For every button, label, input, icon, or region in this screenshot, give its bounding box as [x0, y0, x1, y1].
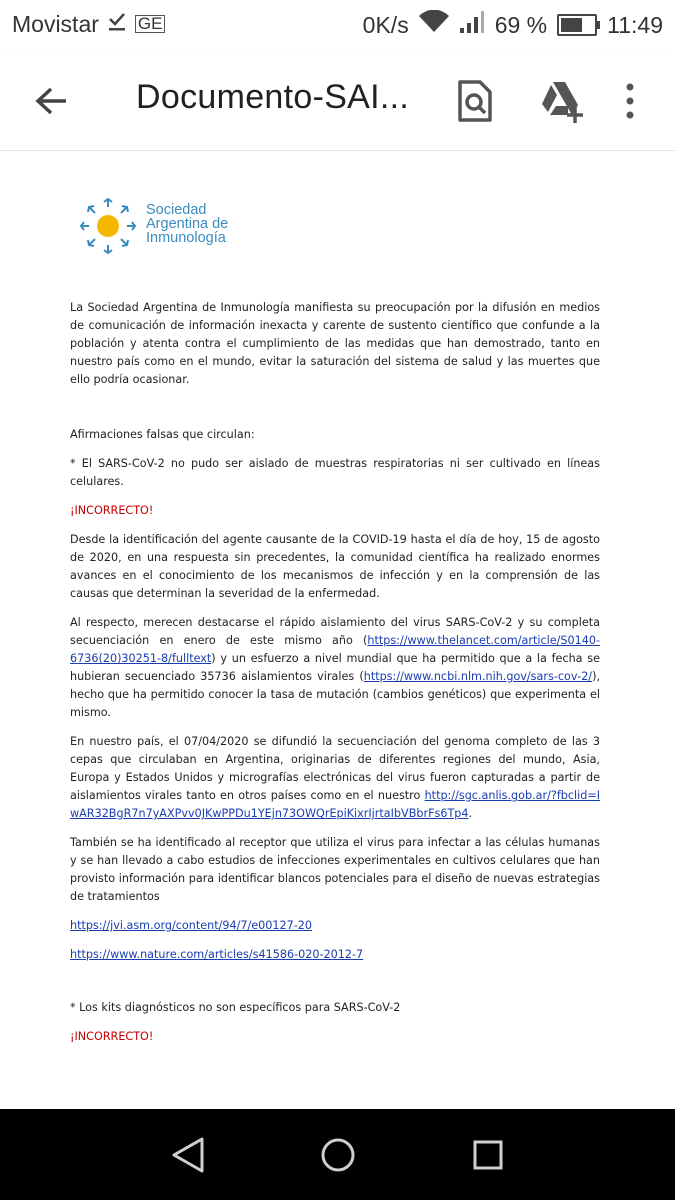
logo-wordmark	[146, 203, 228, 245]
ncbi-link[interactable]: https://www.ncbi.nlm.nih.gov/sars-cov-2/	[363, 670, 593, 683]
paragraph-1: Desde la identificación del agente causante de la COVID-19 hasta el día de hoy, 15 de agosto de 2020, en una respuesta sin precedentes, la comunidad científica ha realizado enormes avances en el conocimiento de los mecanismos de infección y en la comprensión de las causas que determinan la severidad de la enfermedad.	[70, 533, 600, 600]
anlis-link[interactable]: http://sgc.anlis.gob.ar/?fbclid=IwAR32BgR7n7yAXPvv0JKwPPDu1YEjn73OWQrEpiKixrIjrtaIbVBbrFs6Tp4	[70, 789, 600, 820]
back-button[interactable]	[30, 80, 74, 124]
battery-percent: 69 %	[494, 11, 548, 38]
sun-logo-icon	[78, 195, 138, 257]
nature-link-line	[70, 946, 600, 964]
status-bar	[0, 0, 675, 50]
battery-icon	[557, 14, 597, 36]
claim-2: * Los kits diagnósticos no son específicos para SARS-CoV-2	[70, 1001, 401, 1014]
nav-back-button[interactable]	[166, 1133, 210, 1177]
status-left	[12, 10, 165, 38]
paragraph-4: También se ha identificado al receptor que utiliza el virus para infectar a las células humanas y se han llevado a cabo estudios de infecciones experimentales en cultivos celulares que han provisto información para identificar blancos potenciales para el diseño de nuevas estrategias de tratamientos	[70, 836, 600, 903]
app-bar	[0, 50, 675, 151]
document-body	[70, 299, 600, 1057]
clock: 11:49	[607, 11, 663, 38]
intro-paragraph: La Sociedad Argentina de Inmunología manifiesta su preocupación por la difusión en medios de comunicación de información inexacta y carente de sustento científico que confunde a la población y atenta contra el cumplimiento de las medidas que han demostrado, tanto en nuestro país como en el mundo, evitar la saturación del sistema de salud y las muertes que ello podría ocasionar.	[70, 301, 600, 386]
sim-icon: GE	[135, 15, 166, 33]
false-claims-heading: Afirmaciones falsas que circulan:	[70, 428, 255, 441]
jvi-link[interactable]: https://jvi.asm.org/content/94/7/e00127-20	[70, 919, 312, 932]
nav-home-button[interactable]	[316, 1133, 360, 1177]
incorrect-label-1: ¡INCORRECTO!	[70, 504, 154, 517]
more-vert-icon	[608, 78, 654, 124]
paragraph-3	[70, 733, 600, 823]
paragraph-2	[70, 614, 600, 722]
paragraph-3-text-a: En nuestro país, el 07/04/2020 se difundió la secuenciación del genoma completo de las 3 cepas que circulaban en Argentina, originarias de diferentes regiones del mundo, Asia, Europa y Estados Unidos y micrografías electrónicas del virus fueron capturadas a partir de aislamientos virales tanto en otros países como en el nuestro	[70, 735, 600, 802]
document-title: Documento-SAI...	[136, 78, 410, 116]
battery-level	[561, 18, 582, 32]
nav-recents-button[interactable]	[466, 1133, 510, 1177]
navigation-bar	[0, 1109, 675, 1200]
square-recents-icon	[466, 1133, 510, 1177]
claim-1: * El SARS-CoV-2 no pudo ser aislado de muestras respiratorias ni ser cultivado en líneas celulares.	[70, 457, 600, 488]
carrier-label: Movistar	[12, 10, 99, 37]
triangle-back-icon	[166, 1133, 210, 1177]
logo-line-1: Sociedad	[146, 202, 207, 218]
more-options-button[interactable]	[608, 78, 654, 124]
lancet-link[interactable]: https://www.thelancet.com/article/S0140-6736(20)30251-8/fulltext	[70, 634, 600, 665]
paragraph-2-text-b: ) y un esfuerzo a nivel mundial que ha permitido que a la fecha se hubieran secuenciado 35736 aislamientos virales (	[70, 652, 600, 683]
paragraph-2-text-a: Al respecto, merecen destacarse el rápido aislamiento del virus SARS-CoV-2 y su completa secuenciación en enero de este mismo año (	[70, 616, 600, 647]
logo-line-3: Inmunología	[146, 230, 226, 246]
download-complete-icon	[107, 10, 127, 38]
paragraph-3-text-b: .	[468, 807, 473, 820]
sai-logo	[78, 195, 278, 257]
drive-add-icon	[538, 78, 584, 124]
network-speed: 0K/s	[362, 11, 409, 38]
circle-home-icon	[316, 1133, 360, 1177]
jvi-link-line	[70, 917, 600, 935]
nature-link[interactable]: https://www.nature.com/articles/s41586-020-2012-7	[70, 948, 364, 961]
add-to-drive-button[interactable]	[538, 78, 584, 124]
signal-icon	[459, 10, 485, 40]
wifi-icon	[419, 10, 449, 40]
find-in-document-button[interactable]	[452, 78, 498, 124]
status-right	[363, 10, 663, 40]
document-search-icon	[452, 78, 498, 124]
arrow-back-icon	[30, 80, 74, 124]
document-page[interactable]	[0, 151, 675, 1109]
paragraph-2-text-c: ), hecho que ha permitido conocer la tasa de mutación (cambios genéticos) que experimenta el mismo.	[70, 670, 600, 719]
logo-line-2: Argentina de	[146, 216, 229, 232]
incorrect-label-2: ¡INCORRECTO!	[70, 1030, 154, 1043]
